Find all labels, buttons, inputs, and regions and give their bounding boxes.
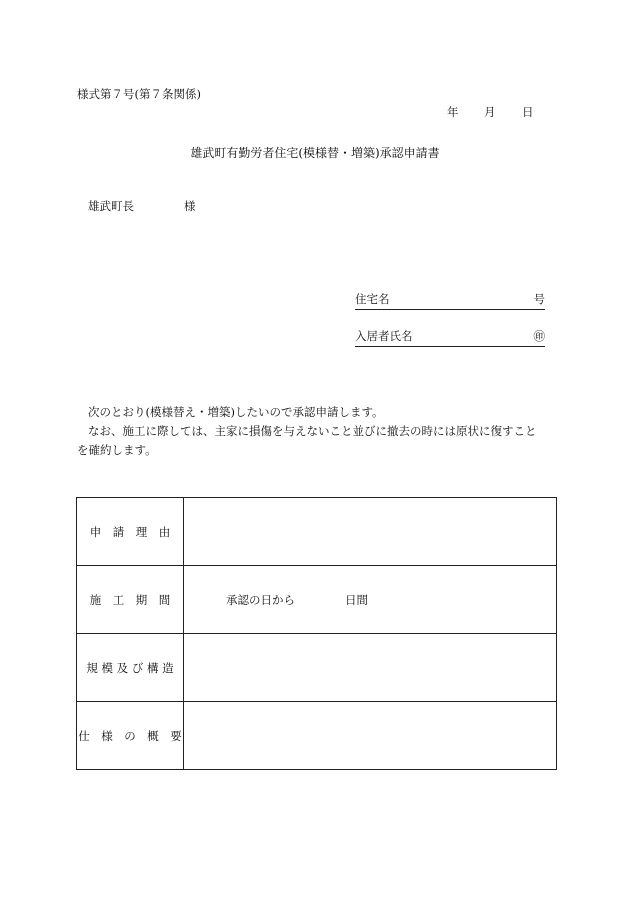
resident-name-line[interactable] [355, 328, 545, 347]
row-label [77, 566, 184, 634]
body-line-2: なお、施工に際しては、主家に損傷を与えないこと並びに撤去の時には原状に復すこと [88, 424, 537, 438]
addressee-honorific: 様 [184, 199, 196, 213]
form-number: 様式第７号(第７条関係) [77, 87, 201, 101]
table-row [77, 498, 557, 566]
spec-summary-field[interactable] [184, 702, 557, 770]
seal-mark: ㊞ [533, 329, 545, 343]
period-field[interactable] [184, 566, 557, 634]
date-row [447, 104, 537, 120]
resident-name-label: 入居者氏名 [355, 329, 413, 343]
period-days-text: 日間 [345, 593, 368, 607]
period-start-text: 承認の日から [226, 593, 295, 607]
body-line-3: を確約します。 [77, 443, 157, 457]
table-row [77, 566, 557, 634]
row-label [77, 634, 184, 702]
date-year-label: 年 [447, 105, 459, 119]
house-number-suffix: 号 [533, 292, 545, 306]
house-name-line[interactable] [355, 291, 545, 310]
body-line-1: 次のとおり(模様替え・増築)したいので承認申請します。 [88, 405, 384, 419]
date-day-label: 日 [522, 105, 534, 119]
spec-summary-label: 仕 様 の 概 要 [78, 728, 182, 743]
document-title: 雄武町有勤労者住宅(模様替・増築)承認申請書 [190, 146, 440, 160]
scale-structure-field[interactable] [184, 634, 557, 702]
body-text [77, 403, 559, 460]
scale-structure-label: 規 模 及 び 構 造 [86, 660, 174, 675]
application-details-table [76, 497, 557, 770]
reason-label: 申 請 理 由 [89, 524, 171, 539]
table-row [77, 702, 557, 770]
row-label [77, 498, 184, 566]
house-name-label: 住宅名 [355, 292, 390, 306]
reason-field[interactable] [184, 498, 557, 566]
row-label [77, 702, 184, 770]
period-label: 施 工 期 間 [89, 592, 171, 607]
date-month-label: 月 [484, 105, 496, 119]
addressee-name: 雄武町長 [88, 199, 134, 213]
table-row [77, 634, 557, 702]
